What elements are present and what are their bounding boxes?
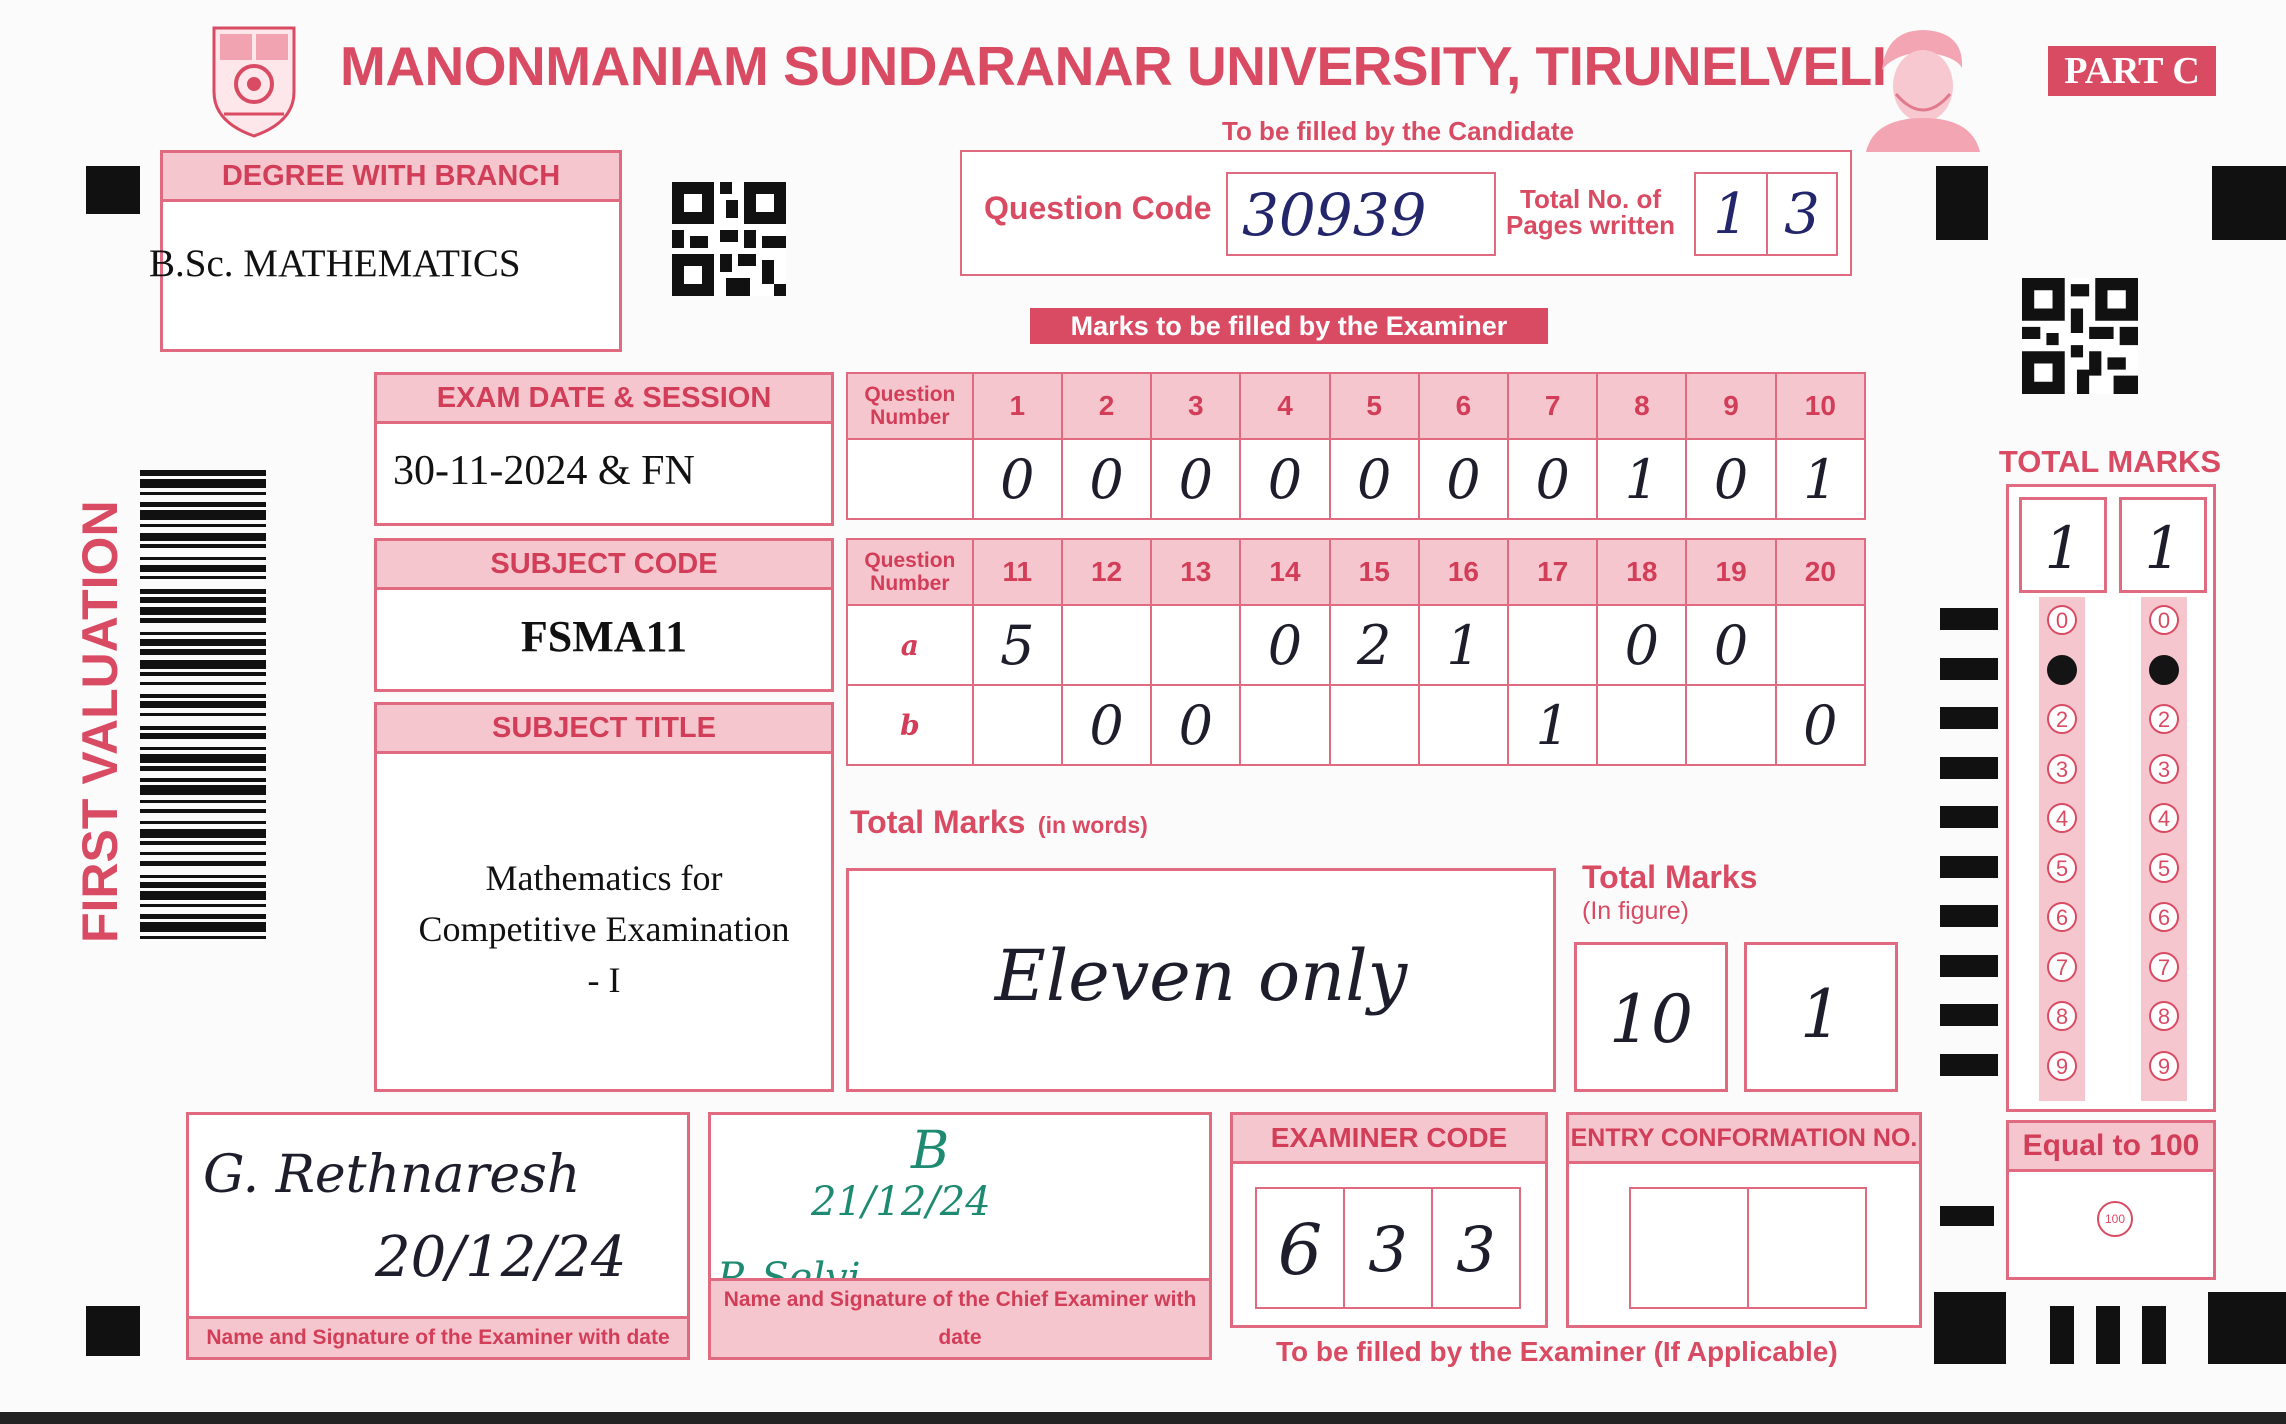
- subject-title-value: [363, 853, 845, 1006]
- q-header-10: 10: [1776, 373, 1865, 439]
- examiner-signature-date: 20/12/24: [375, 1225, 627, 1290]
- mark-cell-a: [1151, 605, 1240, 685]
- q-header-6: 6: [1419, 373, 1508, 439]
- subject-code-box: [374, 538, 834, 692]
- subject-title-line2: Competitive Examination: [418, 909, 790, 949]
- total-figure-digit-2: 1: [1744, 942, 1898, 1092]
- barcode-bar: [140, 479, 266, 488]
- bubble-tens-3[interactable]: 3: [2047, 754, 2077, 784]
- mark-cell-b: 0: [1151, 685, 1240, 765]
- bubble-units-5[interactable]: 5: [2149, 853, 2179, 883]
- barcode-bar: [140, 766, 266, 771]
- barcode-bar: [140, 694, 266, 698]
- timing-mark-bottom-right-5: [2208, 1292, 2286, 1364]
- barcode-bar: [140, 829, 266, 838]
- bubble-units-0[interactable]: 0: [2149, 605, 2179, 635]
- bubble-tens-9[interactable]: 9: [2047, 1051, 2077, 1081]
- equal-100-label: Equal to 100: [2009, 1123, 2213, 1172]
- examiner-code-box: [1230, 1112, 1548, 1328]
- q-header-8: 8: [1597, 373, 1686, 439]
- q-header-5: 5: [1330, 373, 1419, 439]
- degree-label: DEGREE WITH BRANCH: [163, 153, 619, 202]
- university-title: MANONMANIAM SUNDARANAR UNIVERSITY, TIRUNELVELI: [340, 35, 1887, 97]
- total-words-value: Eleven only: [994, 935, 1408, 1017]
- mark-cell: 0: [1330, 439, 1419, 519]
- barcode-bar: [140, 649, 266, 655]
- mark-cell-b: 0: [1062, 685, 1151, 765]
- question-code-value: 30939: [1226, 172, 1496, 256]
- examiner-code-label: EXAMINER CODE: [1233, 1115, 1545, 1164]
- question-code-label: Question Code: [984, 190, 1212, 226]
- barcode-bar: [140, 632, 266, 635]
- total-words-label: [850, 804, 1148, 841]
- page-bottom-edge: [0, 1412, 2286, 1424]
- mark-cell: 0: [1419, 439, 1508, 519]
- barcode-bar: [140, 557, 266, 560]
- total-words-title: Total Marks: [850, 804, 1026, 840]
- examiner-code-digit-2: 3: [1343, 1187, 1433, 1309]
- barcode-bar: [140, 914, 266, 919]
- barcode-bar: [140, 891, 266, 900]
- timing-mark-side-bottom: [1940, 1206, 1994, 1226]
- q-header-18: 18: [1597, 539, 1686, 605]
- entry-confirmation-box: [1566, 1112, 1922, 1328]
- mark-cell: 0: [973, 439, 1062, 519]
- exam-date-value: 30-11-2024 & FN: [393, 448, 695, 494]
- timing-mark-bottom-right-4: [2142, 1306, 2166, 1364]
- bubble-tens-5[interactable]: 5: [2047, 853, 2077, 883]
- pages-written-digit-2: 3: [1766, 172, 1838, 256]
- bubble-units-3[interactable]: 3: [2149, 754, 2179, 784]
- timing-mark-top-right-1: [1936, 166, 1988, 240]
- q-header-9: 9: [1686, 373, 1775, 439]
- exam-date-label: EXAM DATE & SESSION: [377, 375, 831, 424]
- marks-grid-11-20: [846, 538, 1866, 766]
- qr-code: [672, 182, 786, 296]
- side-timing-mark: [1940, 707, 1998, 729]
- barcode-bar: [140, 747, 266, 750]
- barcode-bar: [140, 800, 266, 803]
- timing-mark-top-left: [86, 166, 140, 214]
- mark-cell-b: [973, 685, 1062, 765]
- q-header-15: 15: [1330, 539, 1419, 605]
- mark-cell-b: [1597, 685, 1686, 765]
- timing-mark-bottom-right-2: [2050, 1306, 2074, 1364]
- valuation-label: FIRST VALUATION: [72, 500, 128, 943]
- bubble-tens-2[interactable]: 2: [2047, 704, 2077, 734]
- chief-signature-caption: Name and Signature of the Chief Examiner with date: [711, 1278, 1209, 1357]
- mark-cell: 0: [1686, 439, 1775, 519]
- subject-title-box: [374, 702, 834, 1092]
- mark-cell-b: [1686, 685, 1775, 765]
- marks-grid-1-10: [846, 372, 1866, 520]
- barcode-bar: [140, 492, 266, 495]
- barcode-bar: [140, 544, 266, 548]
- q-header-1: 1: [973, 373, 1062, 439]
- barcode-bar: [140, 922, 266, 932]
- mark-cell: 0: [1151, 439, 1240, 519]
- total-figure-sub: (In figure): [1582, 897, 1689, 925]
- barcode-bar: [140, 639, 266, 646]
- q-header-13: 13: [1151, 539, 1240, 605]
- side-timing-mark: [1940, 658, 1998, 680]
- barcode-bar: [140, 618, 266, 623]
- mark-cell-b: 1: [1508, 685, 1597, 765]
- mark-cell: 0: [1508, 439, 1597, 519]
- bubble-tens-7[interactable]: 7: [2047, 952, 2077, 982]
- mark-cell: 0: [1062, 439, 1151, 519]
- marks-row-label: [847, 439, 973, 519]
- total-marks-panel: [2006, 484, 2216, 1112]
- barcode-bar: [140, 754, 266, 763]
- barcode-bar: [140, 533, 266, 541]
- barcode-bar: [140, 713, 266, 716]
- mark-cell-a: 5: [973, 605, 1062, 685]
- side-timing-mark: [1940, 1004, 1998, 1026]
- q-header-19: 19: [1686, 539, 1775, 605]
- candidate-note: To be filled by the Candidate: [1222, 116, 1574, 146]
- barcode-bar: [140, 936, 266, 939]
- barcode-bar: [140, 733, 266, 739]
- degree-value: B.Sc. MATHEMATICS: [149, 242, 521, 285]
- barcode-bar: [140, 875, 266, 878]
- barcode-bar: [140, 701, 266, 708]
- side-timing-mark: [1940, 1054, 1998, 1076]
- barcode-bar: [140, 510, 266, 520]
- q-header-14: 14: [1240, 539, 1329, 605]
- mark-cell-a: [1508, 605, 1597, 685]
- total-marks-units-digit: 1: [2119, 497, 2207, 593]
- barcode-bar: [140, 660, 266, 669]
- total-words-box: [846, 868, 1556, 1092]
- bubble-units-8[interactable]: 8: [2149, 1001, 2179, 1031]
- total-marks-panel-label: TOTAL MARKS: [1998, 444, 2222, 479]
- question-code-box: [960, 150, 1852, 276]
- mark-cell: 0: [1240, 439, 1329, 519]
- barcode-bar: [140, 726, 266, 730]
- pages-written-digit-1: 1: [1694, 172, 1768, 256]
- examiner-banner: Marks to be filled by the Examiner: [1030, 308, 1548, 344]
- mark-cell-a: 1: [1419, 605, 1508, 685]
- barcode: [140, 470, 266, 942]
- degree-box: [149, 150, 622, 352]
- chief-signature-box: [708, 1112, 1212, 1360]
- timing-mark-bottom-right-3: [2096, 1306, 2120, 1364]
- mark-cell-b: [1330, 685, 1419, 765]
- barcode-bar: [140, 524, 266, 527]
- bubble-units-9[interactable]: 9: [2149, 1051, 2179, 1081]
- part-c-badge: PART C: [2048, 46, 2216, 96]
- q-header-3: 3: [1151, 373, 1240, 439]
- footer-note: To be filled by the Examiner (If Applicable): [1276, 1336, 1838, 1367]
- q-header-2: 2: [1062, 373, 1151, 439]
- barcode-bar: [140, 565, 266, 572]
- q-header-16: 16: [1419, 539, 1508, 605]
- mark-cell-b: 0: [1776, 685, 1865, 765]
- bubble-tens-8[interactable]: 8: [2047, 1001, 2077, 1031]
- pages-written-label-line2: Pages written: [1506, 210, 1676, 240]
- barcode-bar: [140, 778, 266, 782]
- barcode-bar: [140, 852, 266, 855]
- qr-code-secondary: [2022, 278, 2138, 394]
- exam-date-box: [374, 372, 834, 526]
- barcode-bar: [140, 785, 266, 795]
- barcode-bar: [140, 589, 266, 594]
- q-header-20: 20: [1776, 539, 1865, 605]
- bubble-tens-0[interactable]: 0: [2047, 605, 2077, 635]
- bubble-units-7[interactable]: 7: [2149, 952, 2179, 982]
- equal-100-box: [2006, 1120, 2216, 1280]
- subject-title-label: SUBJECT TITLE: [377, 705, 831, 754]
- total-figure-digit-1: 10: [1574, 942, 1728, 1092]
- subject-title-line1: Mathematics for: [485, 858, 723, 898]
- barcode-bar: [140, 607, 266, 615]
- barcode-bar: [140, 809, 266, 813]
- bubble-100[interactable]: 100: [2097, 1201, 2133, 1237]
- bubble-units-6[interactable]: 6: [2149, 902, 2179, 932]
- total-figure-label: [1582, 860, 1757, 928]
- timing-mark-bottom-left: [86, 1306, 140, 1356]
- subject-code-label: SUBJECT CODE: [377, 541, 831, 590]
- university-emblem: [206, 22, 302, 140]
- total-marks-tens-digit: 1: [2019, 497, 2107, 593]
- side-timing-mark: [1940, 757, 1998, 779]
- mark-cell-a: 2: [1330, 605, 1419, 685]
- bubble-units-2[interactable]: 2: [2149, 704, 2179, 734]
- q-header-11: 11: [973, 539, 1062, 605]
- barcode-bar: [140, 502, 266, 507]
- side-timing-mark: [1940, 856, 1998, 878]
- mark-cell-a: 0: [1240, 605, 1329, 685]
- mark-cell-a: 0: [1597, 605, 1686, 685]
- timing-mark-top-right-2: [2212, 166, 2286, 240]
- barcode-bar: [140, 841, 266, 845]
- bubble-units-4[interactable]: 4: [2149, 803, 2179, 833]
- barcode-bar: [140, 861, 266, 866]
- chief-signature-mark: B: [911, 1121, 950, 1181]
- chief-signature-date: 21/12/24: [811, 1179, 991, 1225]
- barcode-bar: [140, 470, 266, 476]
- examiner-code-digit-3: 3: [1431, 1187, 1521, 1309]
- examiner-signature-caption: Name and Signature of the Examiner with date: [189, 1316, 687, 1357]
- question-number-header: Question Number: [847, 539, 973, 605]
- barcode-bar: [140, 672, 266, 676]
- barcode-bar: [140, 682, 266, 685]
- examiner-code-digit-1: 6: [1255, 1187, 1345, 1309]
- total-words-sub: (in words): [1037, 812, 1148, 838]
- mark-cell-b: [1240, 685, 1329, 765]
- entry-confirmation-cell-1[interactable]: [1629, 1187, 1749, 1309]
- examiner-signature-name: G. Rethnaresh: [203, 1145, 581, 1205]
- mark-cell-a: [1776, 605, 1865, 685]
- q-header-17: 17: [1508, 539, 1597, 605]
- mark-cell-a: [1062, 605, 1151, 685]
- barcode-bar: [140, 597, 266, 603]
- barcode-bar: [140, 821, 266, 824]
- row-label-b: b: [847, 685, 973, 765]
- barcode-bar: [140, 882, 266, 888]
- bubble-tens-6[interactable]: 6: [2047, 902, 2077, 932]
- entry-confirmation-label: ENTRY CONFORMATION NO.: [1569, 1115, 1919, 1164]
- bubble-tens-1[interactable]: 1: [2047, 655, 2077, 685]
- q-header-12: 12: [1062, 539, 1151, 605]
- timing-mark-bottom-right-1: [1934, 1292, 2006, 1364]
- row-label-a: a: [847, 605, 973, 685]
- barcode-bar: [140, 576, 266, 579]
- side-timing-mark: [1940, 955, 1998, 977]
- subject-code-value: FSMA11: [520, 612, 688, 661]
- bubble-tens-4[interactable]: 4: [2047, 803, 2077, 833]
- examiner-signature-box: [186, 1112, 690, 1360]
- mark-cell-b: [1419, 685, 1508, 765]
- total-figure-title: Total Marks: [1582, 859, 1758, 895]
- subject-title-line3: - I: [587, 960, 621, 1000]
- pages-written-label-line1: Total No. of: [1520, 184, 1662, 214]
- mark-cell-a: 0: [1686, 605, 1775, 685]
- side-timing-mark: [1940, 905, 1998, 927]
- pages-written-label: [1506, 186, 1675, 238]
- founder-portrait: [1860, 22, 1986, 152]
- mark-cell: 1: [1776, 439, 1865, 519]
- barcode-bar: [140, 904, 266, 907]
- q-header-4: 4: [1240, 373, 1329, 439]
- bubble-units-1[interactable]: 1: [2149, 655, 2179, 685]
- side-timing-mark: [1940, 806, 1998, 828]
- entry-confirmation-cell-2[interactable]: [1747, 1187, 1867, 1309]
- side-timing-mark: [1940, 608, 1998, 630]
- question-number-header: Question Number: [847, 373, 973, 439]
- mark-cell: 1: [1597, 439, 1686, 519]
- q-header-7: 7: [1508, 373, 1597, 439]
